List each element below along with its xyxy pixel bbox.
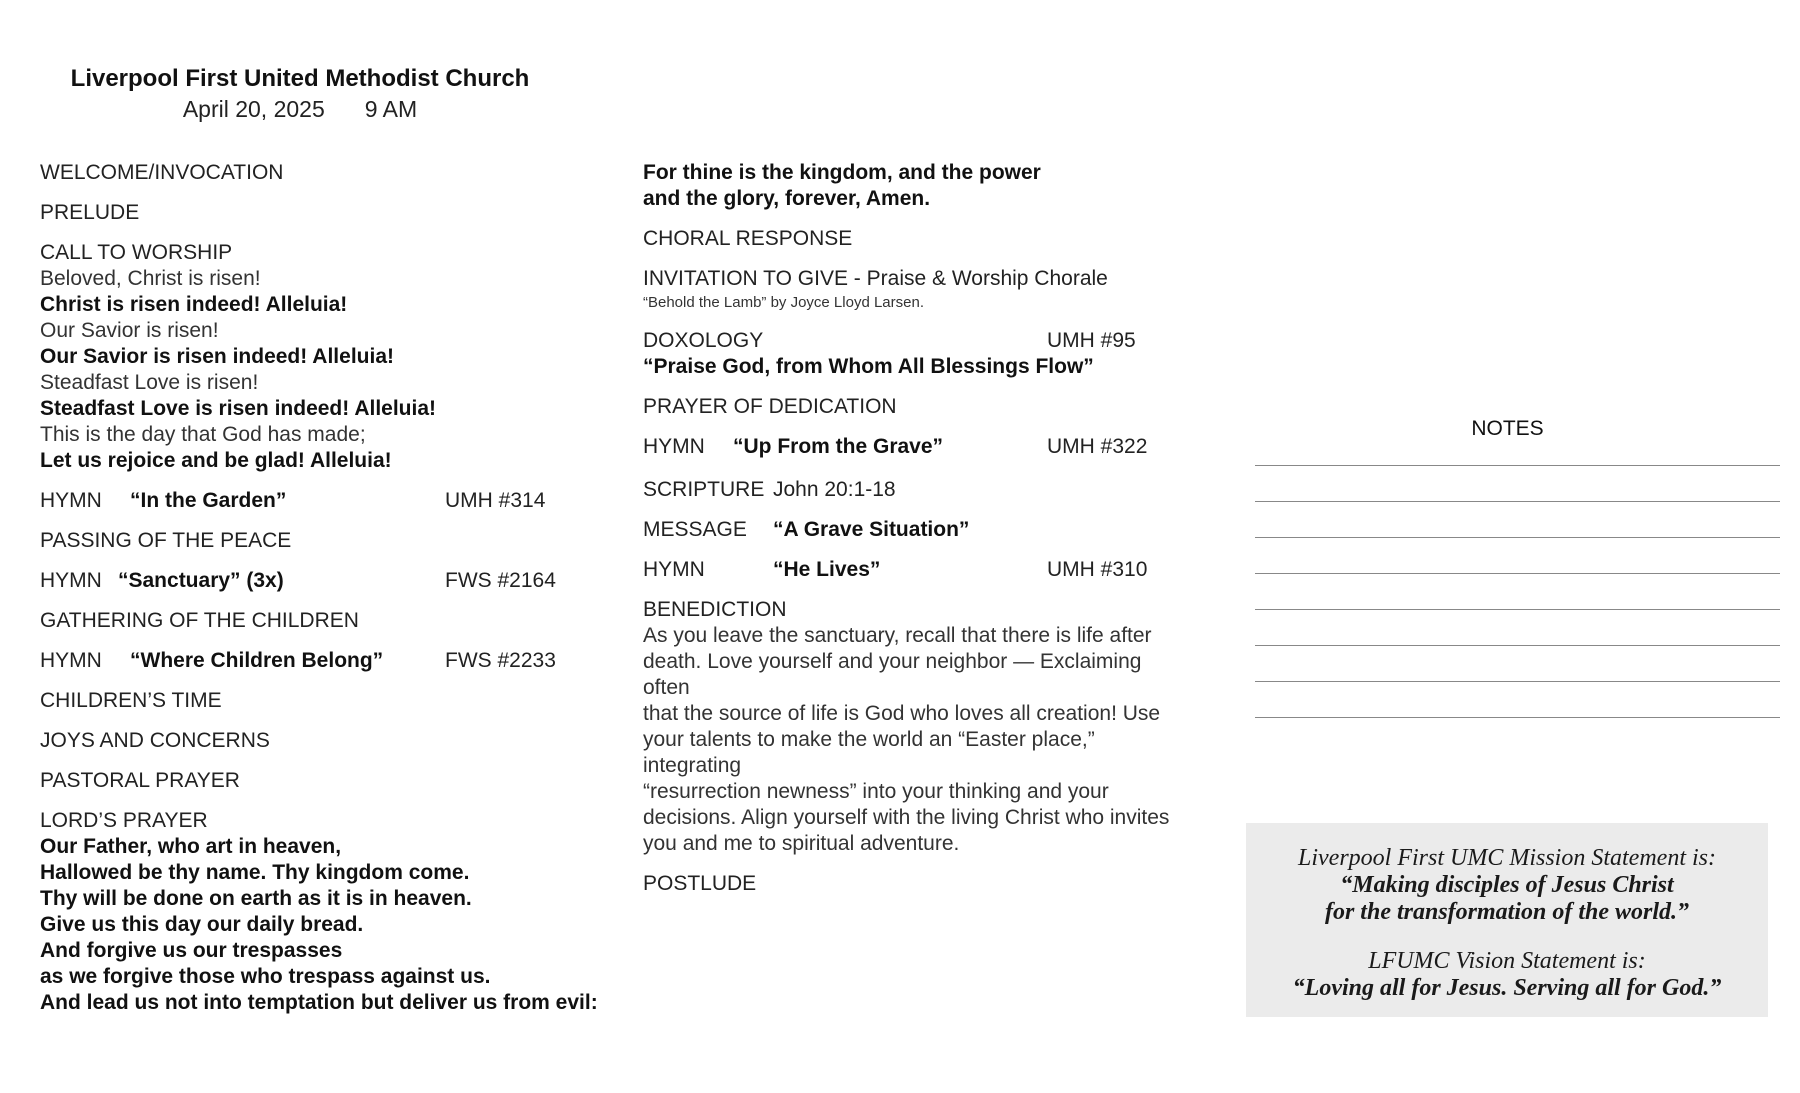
service-time: 9 AM bbox=[364, 96, 418, 122]
prayer-line: as we forgive those who trespass against us. bbox=[40, 965, 491, 988]
mission-line: “Making disciples of Jesus Christ bbox=[1340, 872, 1674, 898]
hymn-sanctuary bbox=[40, 568, 600, 594]
pastoral-prayer-heading: PASTORAL PRAYER bbox=[40, 769, 240, 792]
liturgy-response-line: Christ is risen indeed! Alleluia! bbox=[40, 293, 348, 316]
message-title: “A Grave Situation” bbox=[773, 518, 970, 541]
hymn-number: UMH #322 bbox=[1047, 435, 1148, 458]
hymn-title: “Up From the Grave” bbox=[733, 435, 944, 458]
benediction-line: death. Love yourself and your neighbor — Exclaiming often bbox=[643, 650, 1142, 699]
service-date: April 20, 2025 bbox=[182, 96, 325, 122]
hymn-number: UMH #310 bbox=[1047, 558, 1148, 581]
hymn-where-children-belong bbox=[40, 648, 600, 674]
note-line bbox=[1255, 537, 1780, 538]
mission-label: Liverpool First UMC Mission Statement is: bbox=[1298, 845, 1716, 871]
note-line bbox=[1255, 465, 1780, 466]
prayer-line: And forgive us our trespasses bbox=[40, 939, 343, 962]
hymn-title: “He Lives” bbox=[773, 558, 881, 581]
hymn-title: “Sanctuary” (3x) bbox=[118, 569, 284, 592]
notes-title: NOTES bbox=[1471, 417, 1544, 440]
liturgy-leader-line: This is the day that God has made; bbox=[40, 423, 366, 446]
benediction-line: that the source of life is God who loves all creation! Use bbox=[643, 702, 1161, 725]
hymn-number: UMH #95 bbox=[1047, 329, 1136, 352]
hymn-number: FWS #2164 bbox=[445, 569, 556, 592]
benediction-line: “resurrection newness” into your thinking and your bbox=[643, 780, 1109, 803]
liturgy-leader-line: Our Savior is risen! bbox=[40, 319, 219, 342]
hymn-title: “In the Garden” bbox=[130, 489, 287, 512]
lords-prayer-continued bbox=[643, 160, 1183, 212]
bulletin-header bbox=[40, 64, 560, 124]
benediction-heading: BENEDICTION bbox=[643, 598, 787, 621]
invitation-to-give-section bbox=[643, 266, 1183, 314]
prayer-line: And lead us not into temptation but deliver us from evil: bbox=[40, 991, 598, 1014]
benediction-section bbox=[643, 597, 1183, 857]
order-of-worship-column-2 bbox=[643, 160, 1183, 897]
prayer-line: For thine is the kingdom, and the power bbox=[643, 161, 1041, 184]
prayer-line: Thy will be done on earth as it is in heaven. bbox=[40, 887, 472, 910]
doxology-row bbox=[643, 328, 1183, 354]
choral-response-heading: CHORAL RESPONSE bbox=[643, 227, 853, 250]
prayer-line: Our Father, who art in heaven, bbox=[40, 835, 342, 858]
doxology-label: DOXOLOGY bbox=[643, 329, 764, 352]
doxology-section bbox=[643, 328, 1183, 380]
liturgy-response-line: Steadfast Love is risen indeed! Alleluia! bbox=[40, 397, 436, 420]
lords-prayer-section bbox=[40, 808, 600, 1016]
offertory-note: “Behold the Lamb” by Joyce Lloyd Larsen. bbox=[643, 294, 924, 311]
welcome-heading: WELCOME/INVOCATION bbox=[40, 161, 284, 184]
doxology-title: “Praise God, from Whom All Blessings Flow” bbox=[643, 355, 1094, 378]
call-to-worship-section bbox=[40, 240, 600, 474]
note-line bbox=[1255, 501, 1780, 502]
order-of-worship-column-1 bbox=[40, 160, 600, 1016]
note-line bbox=[1255, 645, 1780, 646]
hymn-in-the-garden bbox=[40, 488, 600, 514]
childrens-time-heading: CHILDREN’S TIME bbox=[40, 689, 222, 712]
hymn-up-from-the-grave bbox=[643, 434, 1183, 460]
note-line bbox=[1255, 681, 1780, 682]
gathering-children-heading: GATHERING OF THE CHILDREN bbox=[40, 609, 359, 632]
hymn-label: HYMN bbox=[40, 649, 102, 672]
hymn-number: UMH #314 bbox=[445, 489, 546, 512]
hymn-number: FWS #2233 bbox=[445, 649, 556, 672]
notes-section bbox=[1255, 415, 1780, 718]
hymn-he-lives bbox=[643, 557, 1183, 583]
note-line bbox=[1255, 717, 1780, 718]
scripture-label: SCRIPTURE bbox=[643, 478, 765, 501]
joys-concerns-heading: JOYS AND CONCERNS bbox=[40, 729, 270, 752]
benediction-line: As you leave the sanctuary, recall that there is life after bbox=[643, 624, 1152, 647]
message-row bbox=[643, 517, 1183, 543]
passing-peace-heading: PASSING OF THE PEACE bbox=[40, 529, 292, 552]
scripture-row bbox=[643, 477, 1183, 503]
hymn-title: “Where Children Belong” bbox=[130, 649, 384, 672]
vision-label: LFUMC Vision Statement is: bbox=[1368, 948, 1646, 974]
hymn-label: HYMN bbox=[643, 435, 705, 458]
dedication-heading: PRAYER OF DEDICATION bbox=[643, 395, 897, 418]
lords-prayer-heading: LORD’S PRAYER bbox=[40, 809, 208, 832]
invitation-heading: INVITATION TO GIVE - Praise & Worship Chorale bbox=[643, 267, 1108, 290]
liturgy-response-line: Let us rejoice and be glad! Alleluia! bbox=[40, 449, 392, 472]
liturgy-response-line: Our Savior is risen indeed! Alleluia! bbox=[40, 345, 394, 368]
note-line bbox=[1255, 609, 1780, 610]
prayer-line: Hallowed be thy name. Thy kingdom come. bbox=[40, 861, 470, 884]
prayer-line: Give us this day our daily bread. bbox=[40, 913, 364, 936]
postlude-heading: POSTLUDE bbox=[643, 872, 757, 895]
church-name: Liverpool First United Methodist Church bbox=[70, 65, 530, 92]
message-label: MESSAGE bbox=[643, 518, 747, 541]
liturgy-leader-line: Beloved, Christ is risen! bbox=[40, 267, 261, 290]
prelude-heading: PRELUDE bbox=[40, 201, 140, 224]
hymn-label: HYMN bbox=[40, 569, 102, 592]
scripture-reference: John 20:1-18 bbox=[773, 478, 896, 501]
benediction-line: you and me to spiritual adventure. bbox=[643, 832, 960, 855]
vision-statement: “Loving all for Jesus. Serving all for God.” bbox=[1292, 975, 1722, 1001]
hymn-label: HYMN bbox=[643, 558, 705, 581]
call-to-worship-heading: CALL TO WORSHIP bbox=[40, 241, 233, 264]
benediction-line: decisions. Align yourself with the living Christ who invites bbox=[643, 806, 1170, 829]
mission-line: for the transformation of the world.” bbox=[1324, 899, 1690, 925]
mission-statement-box bbox=[1246, 823, 1768, 1017]
liturgy-leader-line: Steadfast Love is risen! bbox=[40, 371, 259, 394]
benediction-line: your talents to make the world an “Easter place,” integrating bbox=[643, 728, 1095, 777]
prayer-line: and the glory, forever, Amen. bbox=[643, 187, 931, 210]
note-line bbox=[1255, 573, 1780, 574]
service-date-time bbox=[40, 94, 560, 124]
hymn-label: HYMN bbox=[40, 489, 102, 512]
